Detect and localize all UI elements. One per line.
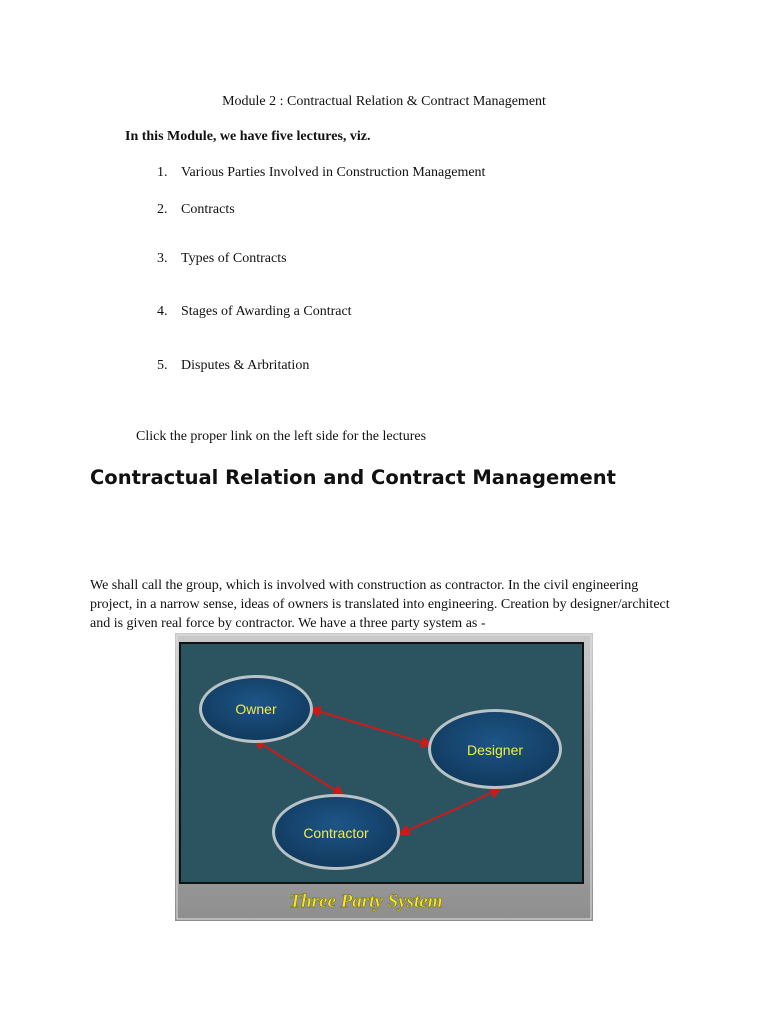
body-paragraph: We shall call the group, which is involved with construction as contractor. In the civil engineering project, in a narrow sense, ideas of owners is translated into engineering. Creation by designer/architect and is given real force by contractor. We have a three party system as - [90,578,670,631]
lecture-item [157,165,485,181]
lecture-number: 2. [157,202,168,217]
lecture-item [157,304,352,320]
owner-node [199,675,313,743]
lecture-number: 5. [157,358,168,373]
diagram-svg [175,633,593,921]
owner-label: Owner [235,701,277,717]
lecture-item [157,202,235,218]
contractor-node [272,794,400,870]
three-party-diagram [175,633,593,921]
lecture-number: 3. [157,251,168,266]
lecture-label: Various Parties Involved in Construction Management [181,165,486,180]
module-intro: In this Module, we have five lectures, viz. [125,129,371,144]
click-note: Click the proper link on the left side for the lectures [136,429,427,444]
diagram-caption: Three Party System [289,891,443,912]
lecture-item [157,251,287,267]
lecture-label: Stages of Awarding a Contract [181,304,352,319]
lecture-item [157,358,309,374]
module-title: Module 2 : Contractual Relation & Contract Management [222,94,546,109]
lecture-label: Contracts [181,202,235,217]
section-heading: Contractual Relation and Contract Management [90,466,616,489]
designer-label: Designer [466,742,524,758]
lecture-label: Disputes & Arbritation [181,358,310,373]
lecture-number: 1. [157,165,168,180]
lecture-label: Types of Contracts [181,251,287,266]
designer-node [428,709,562,789]
lecture-number: 4. [157,304,168,319]
contractor-label: Contractor [303,825,369,841]
